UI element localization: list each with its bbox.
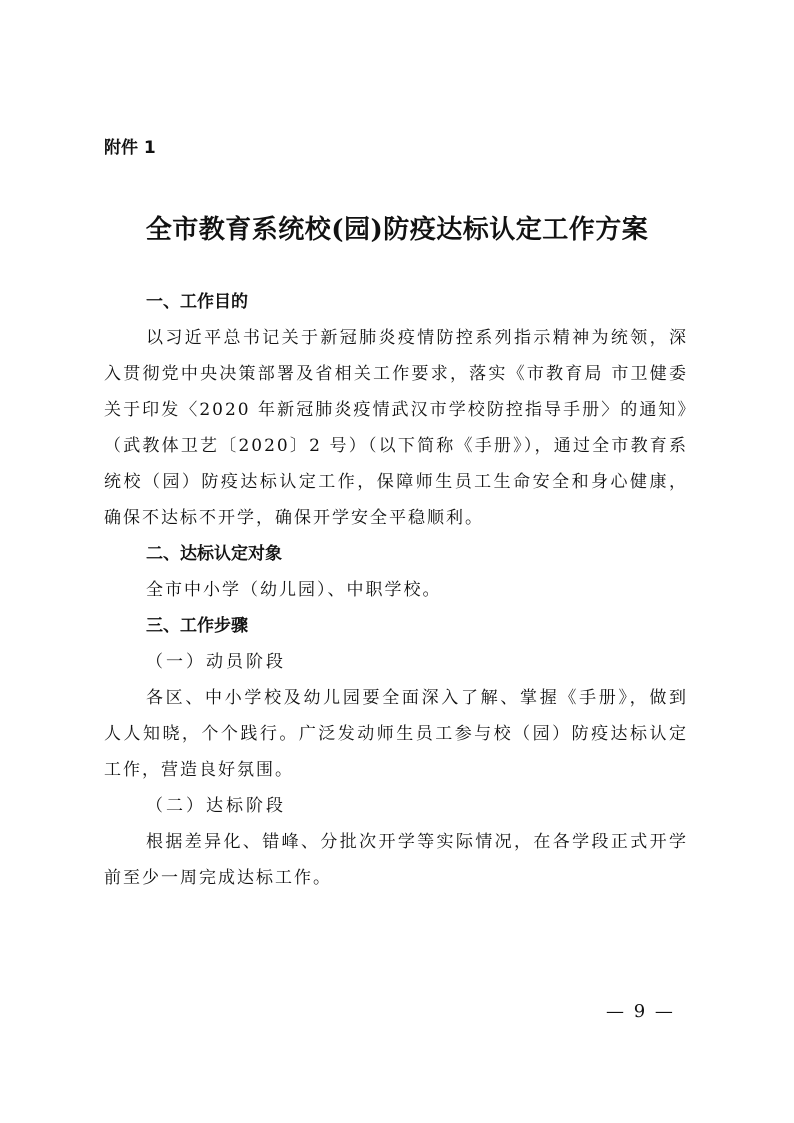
page-number: — 9 — [606,1001,675,1022]
section-heading-purpose: 一、工作目的 [146,292,248,312]
section-heading-steps: 三、工作步骤 [146,616,248,636]
section-heading-target: 二、达标认定对象 [146,544,282,564]
subheading-mobilization: （一）动员阶段 [146,652,286,672]
document-body [104,284,688,896]
document-title: 全市教育系统校(园)防疫达标认定工作方案 [145,215,649,245]
paragraph-mobilization: 各区、中小学校及幼儿园要全面深入了解、掌握《手册》，做到人人知晓，个个践行。广泛发动师生员工参与校（园）防疫达标认定工作，营造良好氛围。 [104,688,688,780]
subheading-compliance: （二）达标阶段 [146,796,286,816]
section-paragraph-target: 全市中小学（幼儿园）、中职学校。 [146,580,442,600]
section-paragraph-purpose: 以习近平总书记关于新冠肺炎疫情防控系列指示精神为统领，深入贯彻党中央决策部署及省相关工作要求，落实《市教育局 市卫健委关于印发〈2020 年新冠肺炎疫情武汉市学校防控指导手册〉的通知》（武教体卫艺〔2020〕2 号）（以下简称《手册》），通过全市教育系统校（园）防疫达标认定工作，保障师生员工生命安全和身心健康，确保不达标不开学，确保开学安全平稳顺利。 [104,328,688,528]
paragraph-compliance: 根据差异化、错峰、分批次开学等实际情况，在各学段正式开学前至少一周完成达标工作。 [104,832,688,888]
attachment-label: 附件 1 [104,138,156,158]
